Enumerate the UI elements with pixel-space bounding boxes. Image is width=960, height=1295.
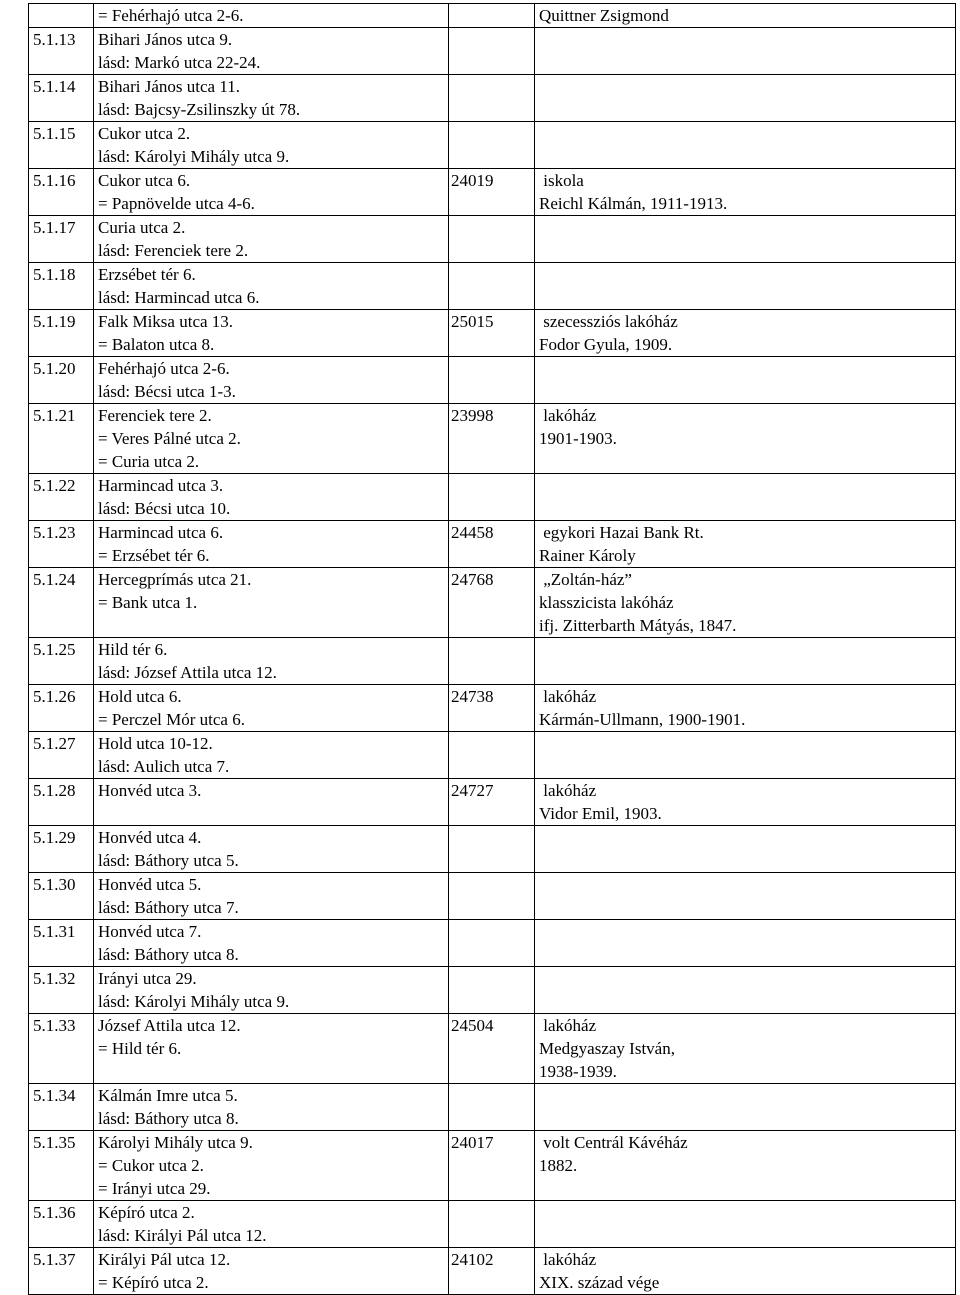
description-cell	[535, 474, 956, 521]
address-cell	[94, 28, 449, 75]
address-line: = Erzsébet tér 6.	[98, 546, 210, 565]
description-cell	[535, 1084, 956, 1131]
table-row	[29, 685, 956, 732]
address-line: Cukor utca 2.	[98, 124, 191, 143]
parcel-number	[449, 732, 535, 779]
description-cell	[535, 169, 956, 216]
parcel-number	[449, 920, 535, 967]
table-row	[29, 826, 956, 873]
address-line: = Fehérhajó utca 2-6.	[98, 6, 244, 25]
description-line: Fodor Gyula, 1909.	[539, 335, 673, 354]
description-line: szecessziós lakóház	[539, 312, 678, 331]
table-row	[29, 568, 956, 638]
description-cell	[535, 4, 956, 28]
entry-number: 5.1.31	[29, 920, 94, 967]
entry-number: 5.1.19	[29, 310, 94, 357]
description-line: iskola	[539, 171, 584, 190]
entry-number: 5.1.25	[29, 638, 94, 685]
description-line: lakóház	[539, 1250, 597, 1269]
entry-number	[29, 4, 94, 28]
address-cell	[94, 357, 449, 404]
table-row	[29, 873, 956, 920]
address-cell	[94, 216, 449, 263]
description-line: lakóház	[539, 406, 597, 425]
address-line: = Balaton utca 8.	[98, 335, 215, 354]
entry-number: 5.1.35	[29, 1131, 94, 1201]
description-line: ifj. Zitterbarth Mátyás, 1847.	[539, 616, 737, 635]
address-line: Falk Miksa utca 13.	[98, 312, 234, 331]
parcel-number	[449, 357, 535, 404]
description-line: Kármán-Ullmann, 1900-1901.	[539, 710, 746, 729]
address-line: lásd: Károlyi Mihály utca 9.	[98, 147, 290, 166]
address-line: = Képíró utca 2.	[98, 1273, 209, 1292]
address-cell	[94, 779, 449, 826]
parcel-number	[449, 638, 535, 685]
parcel-number	[449, 474, 535, 521]
address-line: Hold utca 6.	[98, 687, 182, 706]
entry-number: 5.1.36	[29, 1201, 94, 1248]
description-cell	[535, 1201, 956, 1248]
address-line: lásd: Királyi Pál utca 12.	[98, 1226, 267, 1245]
address-line: Kálmán Imre utca 5.	[98, 1086, 238, 1105]
address-cell	[94, 568, 449, 638]
address-line: Irányi utca 29.	[98, 969, 197, 988]
parcel-number	[449, 873, 535, 920]
description-line: egykori Hazai Bank Rt.	[539, 523, 704, 542]
address-line: lásd: Markó utca 22-24.	[98, 53, 261, 72]
parcel-number: 23998	[449, 404, 535, 474]
address-line: Képíró utca 2.	[98, 1203, 195, 1222]
description-cell	[535, 1248, 956, 1295]
entry-number: 5.1.20	[29, 357, 94, 404]
description-line: lakóház	[539, 781, 597, 800]
address-cell	[94, 638, 449, 685]
address-cell	[94, 404, 449, 474]
description-line: lakóház	[539, 687, 597, 706]
table-row	[29, 638, 956, 685]
entry-number: 5.1.17	[29, 216, 94, 263]
address-cell	[94, 1084, 449, 1131]
entry-number: 5.1.26	[29, 685, 94, 732]
address-line: = Irányi utca 29.	[98, 1179, 211, 1198]
entry-number: 5.1.30	[29, 873, 94, 920]
address-cell	[94, 474, 449, 521]
entry-number: 5.1.33	[29, 1014, 94, 1084]
parcel-number: 24504	[449, 1014, 535, 1084]
address-cell	[94, 967, 449, 1014]
address-line: Harmincad utca 6.	[98, 523, 224, 542]
address-cell	[94, 310, 449, 357]
description-cell	[535, 521, 956, 568]
parcel-number: 24019	[449, 169, 535, 216]
address-line: Honvéd utca 4.	[98, 828, 202, 847]
address-line: = Perczel Mór utca 6.	[98, 710, 245, 729]
description-line: Reichl Kálmán, 1911-1913.	[539, 194, 728, 213]
address-line: Fehérhajó utca 2-6.	[98, 359, 230, 378]
description-cell	[535, 357, 956, 404]
address-line: lásd: Károlyi Mihály utca 9.	[98, 992, 290, 1011]
parcel-number	[449, 1201, 535, 1248]
table-row	[29, 216, 956, 263]
parcel-number	[449, 263, 535, 310]
parcel-number	[449, 967, 535, 1014]
description-cell	[535, 28, 956, 75]
address-cell	[94, 263, 449, 310]
entry-number: 5.1.14	[29, 75, 94, 122]
description-line: XIX. század vége	[539, 1273, 660, 1292]
address-cell	[94, 1201, 449, 1248]
address-cell	[94, 1014, 449, 1084]
address-line: Hold utca 10-12.	[98, 734, 213, 753]
address-line: = Hild tér 6.	[98, 1039, 182, 1058]
address-line: lásd: Bajcsy-Zsilinszky út 78.	[98, 100, 301, 119]
description-cell	[535, 1131, 956, 1201]
address-line: Curia utca 2.	[98, 218, 186, 237]
description-cell	[535, 920, 956, 967]
description-cell	[535, 1014, 956, 1084]
address-line: lásd: Bécsi utca 1-3.	[98, 382, 236, 401]
address-cell	[94, 1248, 449, 1295]
table-row	[29, 1201, 956, 1248]
parcel-number	[449, 122, 535, 169]
entry-number: 5.1.18	[29, 263, 94, 310]
address-line: Hercegprímás utca 21.	[98, 570, 252, 589]
address-line: Károlyi Mihály utca 9.	[98, 1133, 253, 1152]
parcel-number	[449, 4, 535, 28]
parcel-number	[449, 75, 535, 122]
description-cell	[535, 568, 956, 638]
description-line: klasszicista lakóház	[539, 593, 674, 612]
address-cell	[94, 1131, 449, 1201]
entry-number: 5.1.23	[29, 521, 94, 568]
description-line: Rainer Károly	[539, 546, 636, 565]
table-row	[29, 779, 956, 826]
address-line: Ferenciek tere 2.	[98, 406, 212, 425]
description-cell	[535, 873, 956, 920]
address-line: Bihari János utca 9.	[98, 30, 233, 49]
entry-number: 5.1.28	[29, 779, 94, 826]
description-cell	[535, 826, 956, 873]
parcel-number: 24768	[449, 568, 535, 638]
parcel-number: 24738	[449, 685, 535, 732]
table-row	[29, 920, 956, 967]
table-row	[29, 28, 956, 75]
description-cell	[535, 263, 956, 310]
parcel-number: 25015	[449, 310, 535, 357]
entry-number: 5.1.37	[29, 1248, 94, 1295]
description-line: „Zoltán-ház”	[539, 570, 632, 589]
table-row	[29, 310, 956, 357]
monument-list-table	[28, 3, 956, 1295]
table-row	[29, 263, 956, 310]
address-line: Cukor utca 6.	[98, 171, 191, 190]
table-row	[29, 122, 956, 169]
address-cell	[94, 685, 449, 732]
table-row	[29, 357, 956, 404]
entry-number: 5.1.29	[29, 826, 94, 873]
description-line: 1938-1939.	[539, 1062, 617, 1081]
parcel-number	[449, 28, 535, 75]
description-line: Quittner Zsigmond	[539, 6, 669, 25]
parcel-number: 24102	[449, 1248, 535, 1295]
address-line: Királyi Pál utca 12.	[98, 1250, 231, 1269]
address-cell	[94, 826, 449, 873]
entry-number: 5.1.15	[29, 122, 94, 169]
table-row	[29, 1131, 956, 1201]
address-line: = Curia utca 2.	[98, 452, 200, 471]
address-cell	[94, 169, 449, 216]
description-cell	[535, 310, 956, 357]
table-row	[29, 4, 956, 28]
address-cell	[94, 75, 449, 122]
table-body	[29, 4, 956, 1295]
address-line: lásd: Harmincad utca 6.	[98, 288, 260, 307]
address-line: lásd: Bécsi utca 10.	[98, 499, 231, 518]
address-line: lásd: Ferenciek tere 2.	[98, 241, 249, 260]
description-line: Medgyaszay István,	[539, 1039, 675, 1058]
table-row	[29, 474, 956, 521]
address-cell	[94, 4, 449, 28]
table-row	[29, 75, 956, 122]
parcel-number: 24017	[449, 1131, 535, 1201]
description-cell	[535, 404, 956, 474]
address-line: = Cukor utca 2.	[98, 1156, 204, 1175]
table-row	[29, 404, 956, 474]
parcel-number	[449, 826, 535, 873]
table-row	[29, 1248, 956, 1295]
entry-number: 5.1.32	[29, 967, 94, 1014]
address-cell	[94, 122, 449, 169]
description-cell	[535, 122, 956, 169]
address-line: lásd: József Attila utca 12.	[98, 663, 277, 682]
description-line: lakóház	[539, 1016, 597, 1035]
description-line: Vidor Emil, 1903.	[539, 804, 662, 823]
parcel-number	[449, 216, 535, 263]
description-cell	[535, 685, 956, 732]
address-line: = Papnövelde utca 4-6.	[98, 194, 255, 213]
address-cell	[94, 920, 449, 967]
description-cell	[535, 75, 956, 122]
table-row	[29, 521, 956, 568]
address-cell	[94, 873, 449, 920]
address-cell	[94, 521, 449, 568]
address-line: = Veres Pálné utca 2.	[98, 429, 241, 448]
address-line: lásd: Báthory utca 8.	[98, 945, 239, 964]
address-line: Hild tér 6.	[98, 640, 168, 659]
entry-number: 5.1.13	[29, 28, 94, 75]
entry-number: 5.1.22	[29, 474, 94, 521]
table-row	[29, 1084, 956, 1131]
entry-number: 5.1.27	[29, 732, 94, 779]
address-line: Erzsébet tér 6.	[98, 265, 196, 284]
address-line: lásd: Báthory utca 7.	[98, 898, 239, 917]
parcel-number: 24727	[449, 779, 535, 826]
address-line: lásd: Báthory utca 8.	[98, 1109, 239, 1128]
parcel-number: 24458	[449, 521, 535, 568]
address-line: = Bank utca 1.	[98, 593, 198, 612]
address-line: Bihari János utca 11.	[98, 77, 240, 96]
description-cell	[535, 216, 956, 263]
description-cell	[535, 967, 956, 1014]
address-line: Honvéd utca 3.	[98, 781, 202, 800]
address-line: József Attila utca 12.	[98, 1016, 241, 1035]
table-row	[29, 732, 956, 779]
description-line: 1882.	[539, 1156, 578, 1175]
address-line: Honvéd utca 5.	[98, 875, 202, 894]
address-line: lásd: Aulich utca 7.	[98, 757, 230, 776]
entry-number: 5.1.24	[29, 568, 94, 638]
entry-number: 5.1.21	[29, 404, 94, 474]
description-cell	[535, 638, 956, 685]
table-row	[29, 169, 956, 216]
table-row	[29, 1014, 956, 1084]
parcel-number	[449, 1084, 535, 1131]
address-line: lásd: Báthory utca 5.	[98, 851, 239, 870]
entry-number: 5.1.16	[29, 169, 94, 216]
address-cell	[94, 732, 449, 779]
address-line: Honvéd utca 7.	[98, 922, 202, 941]
description-cell	[535, 732, 956, 779]
description-line: volt Centrál Kávéház	[539, 1133, 688, 1152]
description-line: 1901-1903.	[539, 429, 617, 448]
entry-number: 5.1.34	[29, 1084, 94, 1131]
table-row	[29, 967, 956, 1014]
address-line: Harmincad utca 3.	[98, 476, 224, 495]
description-cell	[535, 779, 956, 826]
